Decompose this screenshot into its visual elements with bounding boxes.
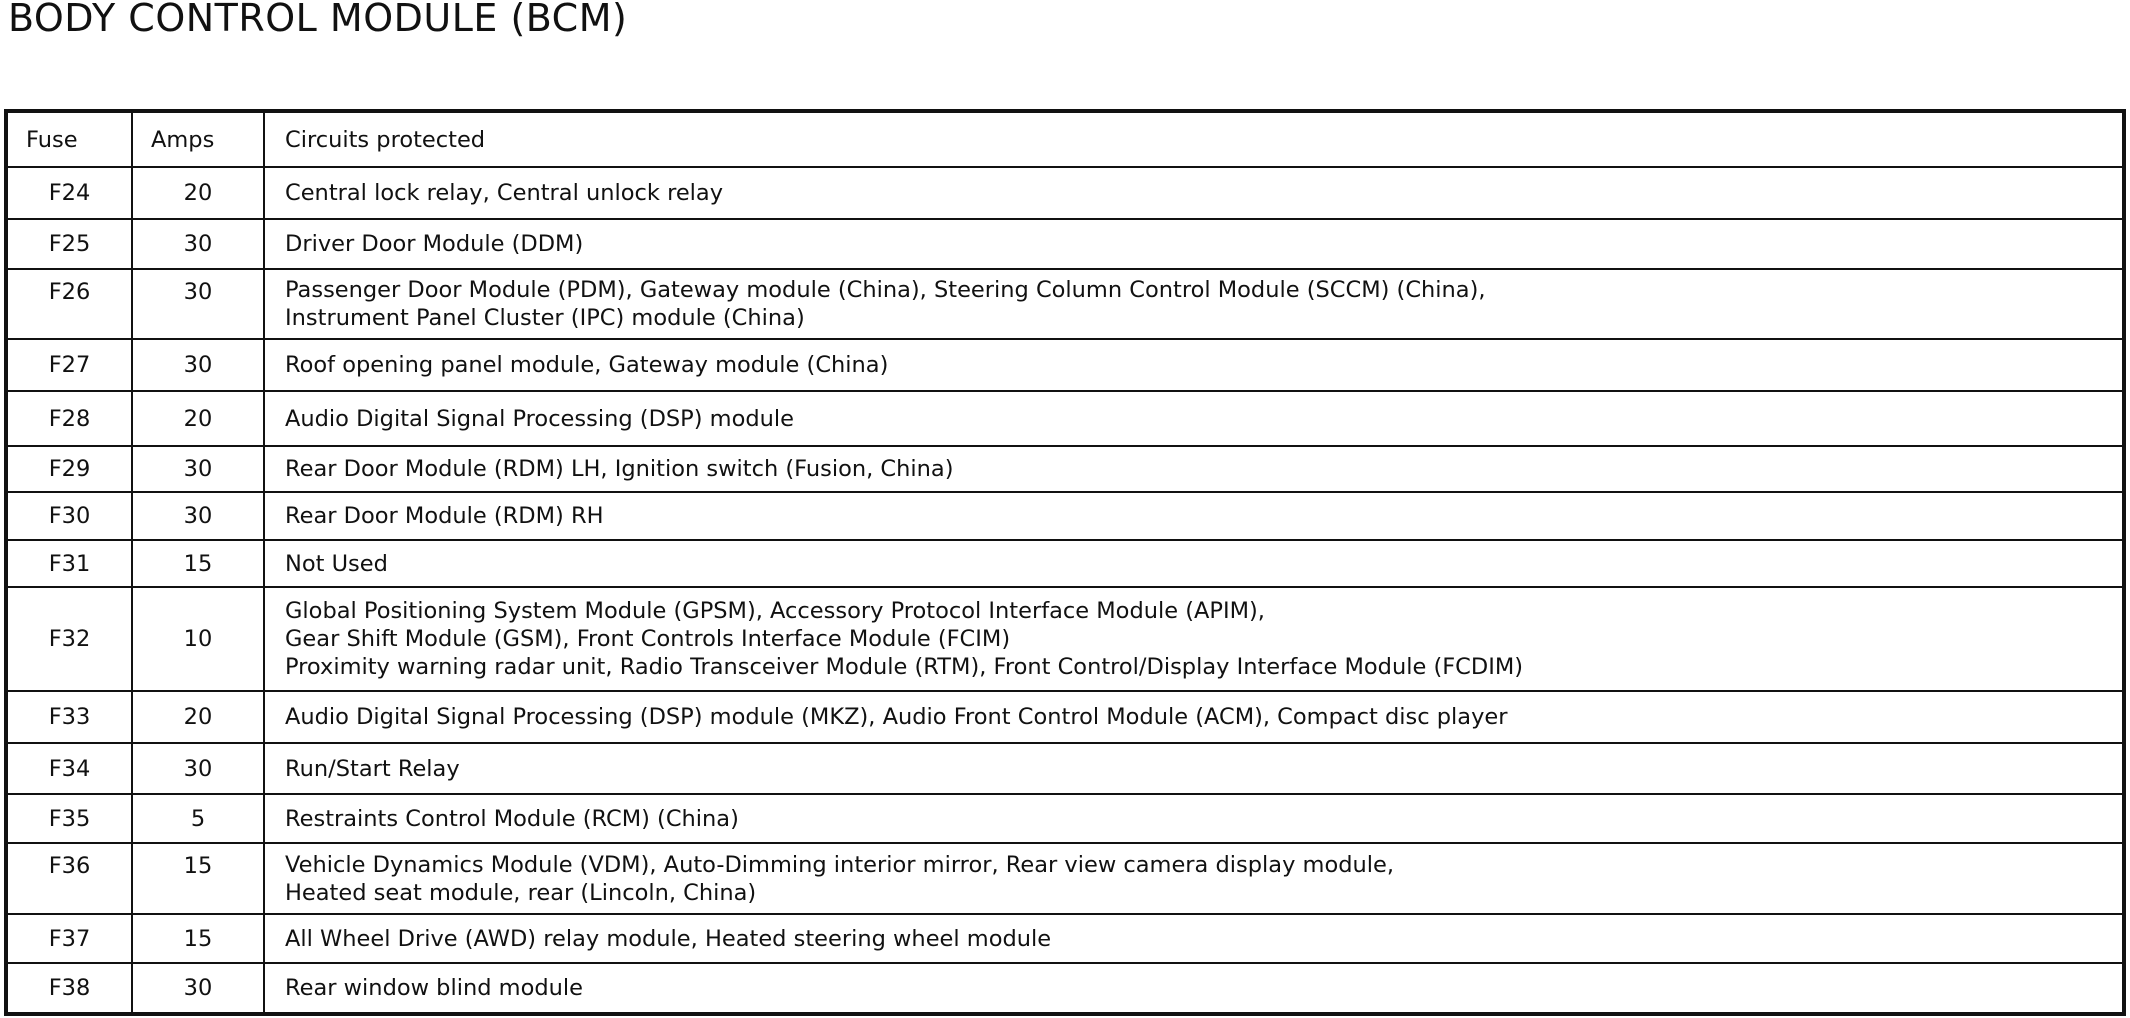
circuits-cell — [264, 219, 2124, 269]
circuits-cell — [264, 391, 2124, 446]
amps-cell: 15 — [132, 914, 264, 963]
amps-cell: 5 — [132, 794, 264, 843]
circuit-line: Rear Door Module (RDM) LH, Ignition switch (Fusion, China) — [285, 456, 954, 482]
amps-cell: 20 — [132, 391, 264, 446]
circuit-line: Proximity warning radar unit, Radio Transceiver Module (RTM), Front Control/Display Interface Module (FCDIM) — [285, 654, 1524, 680]
amps-cell: 30 — [132, 963, 264, 1014]
circuit-line: Restraints Control Module (RCM) (China) — [285, 805, 739, 832]
fuse-cell: F25 — [6, 219, 132, 269]
amps-cell: 10 — [132, 587, 264, 691]
circuit-line: Gear Shift Module (GSM), Front Controls Interface Module (FCIM) — [285, 626, 1011, 652]
amps-cell: 20 — [132, 691, 264, 743]
fuse-cell: F32 — [6, 587, 132, 691]
circuit-line: Vehicle Dynamics Module (VDM), Auto-Dimming interior mirror, Rear view camera display module, — [285, 851, 1395, 878]
circuit-line: Driver Door Module (DDM) — [285, 231, 584, 257]
table-body — [6, 167, 2124, 1014]
circuit-line: Roof opening panel module, Gateway module (China) — [285, 352, 889, 378]
table-row — [6, 167, 2124, 219]
circuits-cell — [264, 269, 2124, 339]
amps-cell: 30 — [132, 339, 264, 391]
circuits-cell — [264, 167, 2124, 219]
fuse-cell: F27 — [6, 339, 132, 391]
table-row — [6, 691, 2124, 743]
circuit-line: Audio Digital Signal Processing (DSP) module — [285, 405, 794, 432]
circuit-line: Audio Digital Signal Processing (DSP) module (MKZ), Audio Front Control Module (ACM), Compact disc player — [285, 704, 1508, 730]
amps-cell: 15 — [132, 540, 264, 587]
circuit-line: Instrument Panel Cluster (IPC) module (China) — [285, 305, 805, 331]
circuits-cell — [264, 914, 2124, 963]
fuse-cell: F29 — [6, 446, 132, 492]
amps-cell: 30 — [132, 219, 264, 269]
table-row — [6, 794, 2124, 843]
table-row — [6, 391, 2124, 446]
amps-cell: 30 — [132, 743, 264, 794]
table-header — [6, 111, 2124, 167]
fuse-cell: F28 — [6, 391, 132, 446]
table-row — [6, 540, 2124, 587]
fuse-cell: F31 — [6, 540, 132, 587]
amps-cell: 15 — [132, 843, 264, 914]
circuit-line: Global Positioning System Module (GPSM), Accessory Protocol Interface Module (APIM), — [285, 598, 1265, 624]
amps-cell: 30 — [132, 269, 264, 339]
header-amps: Amps — [132, 111, 264, 167]
amps-cell: 30 — [132, 446, 264, 492]
table-row — [6, 339, 2124, 391]
circuit-line: Heated seat module, rear (Lincoln, China) — [285, 879, 757, 906]
table-row — [6, 743, 2124, 794]
header-fuse: Fuse — [6, 111, 132, 167]
circuits-cell — [264, 691, 2124, 743]
fuse-cell: F34 — [6, 743, 132, 794]
table-row — [6, 219, 2124, 269]
circuits-cell — [264, 492, 2124, 540]
circuit-line: Rear window blind module — [285, 975, 583, 1001]
amps-cell: 30 — [132, 492, 264, 540]
circuits-cell — [264, 794, 2124, 843]
fuse-cell: F36 — [6, 843, 132, 914]
header-circuits: Circuits protected — [264, 111, 2124, 167]
circuit-line: Not Used — [285, 550, 388, 577]
fuse-cell: F35 — [6, 794, 132, 843]
table-row — [6, 914, 2124, 963]
fuse-cell: F37 — [6, 914, 132, 963]
amps-cell: 20 — [132, 167, 264, 219]
fuse-cell: F33 — [6, 691, 132, 743]
table-row — [6, 963, 2124, 1014]
header-row — [6, 111, 2124, 167]
fuse-cell: F30 — [6, 492, 132, 540]
circuits-cell — [264, 587, 2124, 691]
fuse-table — [4, 109, 2126, 1016]
circuits-cell — [264, 843, 2124, 914]
table-row — [6, 843, 2124, 914]
circuits-cell — [264, 963, 2124, 1014]
circuit-line: Passenger Door Module (PDM), Gateway module (China), Steering Column Control Module (SCCM) (China), — [285, 277, 1486, 303]
circuits-cell — [264, 339, 2124, 391]
table-row — [6, 269, 2124, 339]
fuse-cell: F26 — [6, 269, 132, 339]
circuit-line: Run/Start Relay — [285, 755, 460, 782]
circuit-line: Central lock relay, Central unlock relay — [285, 180, 724, 206]
table-row — [6, 587, 2124, 691]
fuse-cell: F24 — [6, 167, 132, 219]
circuits-cell — [264, 446, 2124, 492]
circuits-cell — [264, 743, 2124, 794]
page-title: BODY CONTROL MODULE (BCM) — [8, 0, 628, 40]
table-row — [6, 492, 2124, 540]
circuit-line: Rear Door Module (RDM) RH — [285, 503, 604, 529]
fuse-cell: F38 — [6, 963, 132, 1014]
circuits-cell — [264, 540, 2124, 587]
table-row — [6, 446, 2124, 492]
circuit-line: All Wheel Drive (AWD) relay module, Heated steering wheel module — [285, 925, 1052, 952]
